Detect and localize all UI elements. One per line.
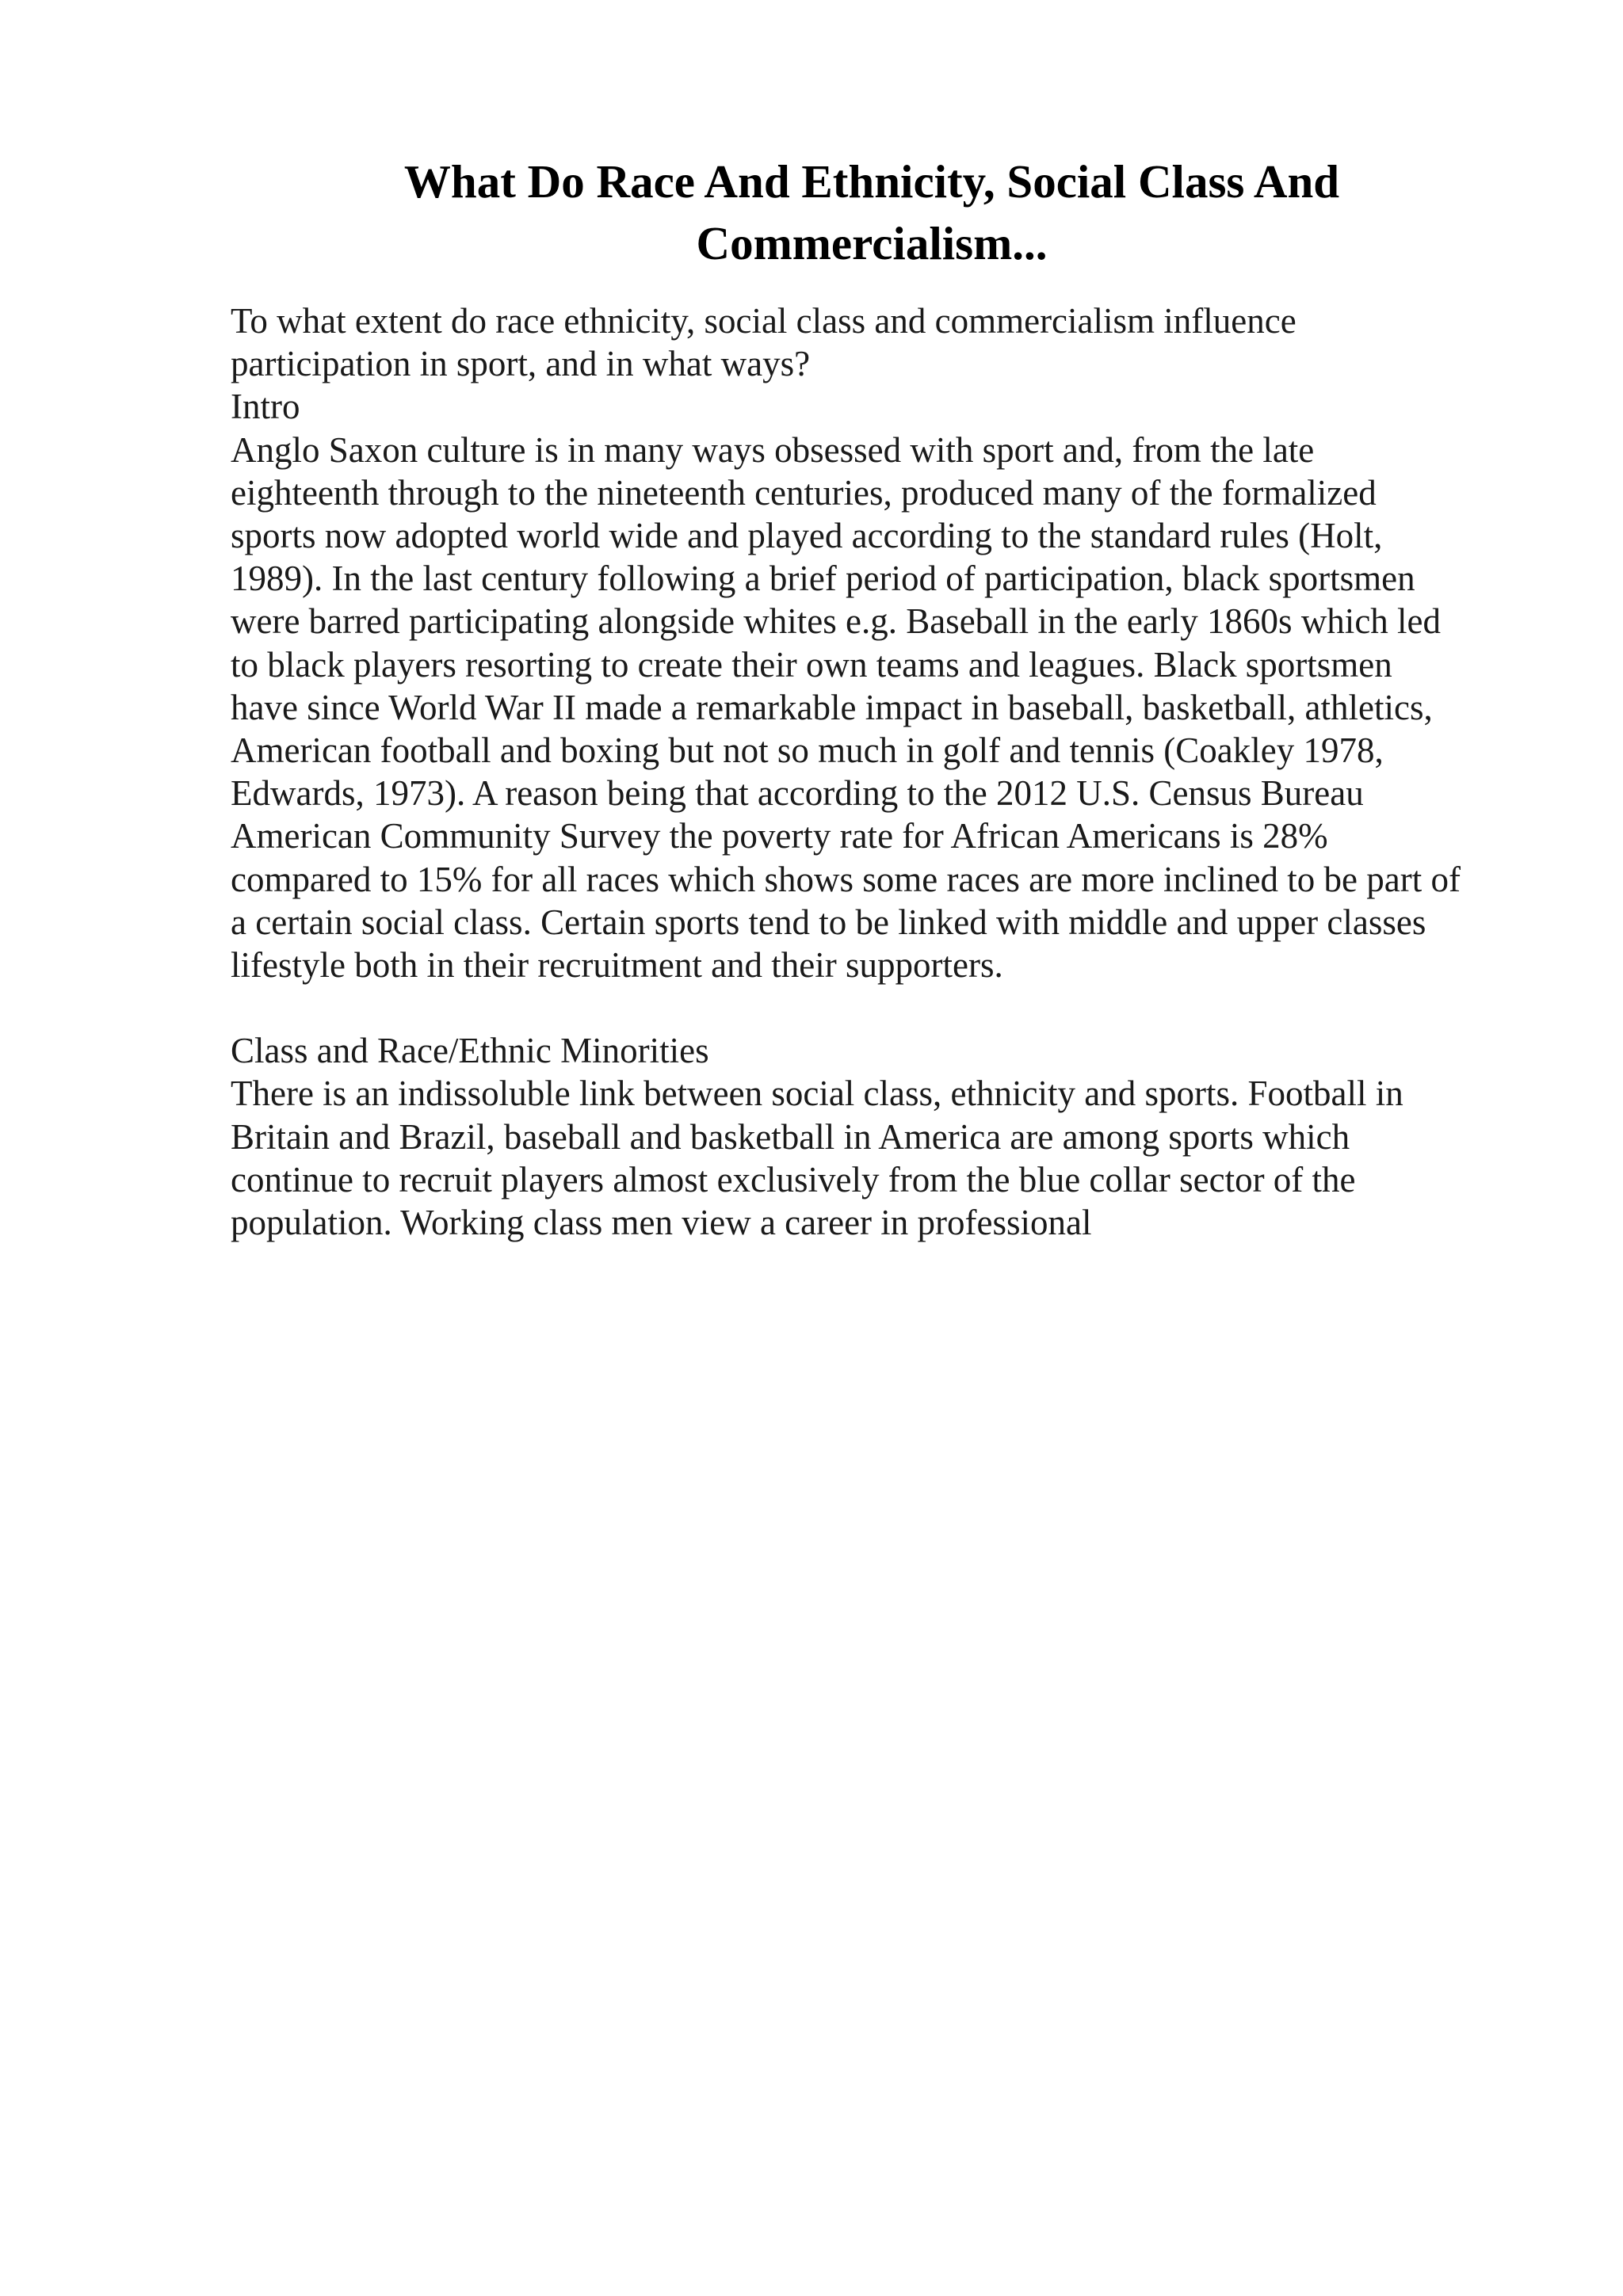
paragraph-spacer — [231, 986, 1467, 1029]
section-heading: Class and Race/Ethnic Minorities — [231, 1031, 709, 1071]
intro-paragraph: Anglo Saxon culture is in many ways obsessed with sport and, from the late eighteenth through to the nineteenth centuries, produced many of the formalized sports now adopted world wide and played according to the standard rules (Holt, 1989). In the last century following a brief period of participation, black sportsmen were barred participating alongside whites e.g. Baseball in the early 1860s which led to black players resorting to create their own teams and leagues. Black sportsmen have since World War II made a remarkable impact in baseball, basketball, athletics, American football and boxing but not so much in golf and tennis (Coakley 1978, Edwards, 1973). A reason being that according to the 2012 U.S. Census Bureau American Community Survey the poverty rate for African Americans is 28% compared to 15% for all races which shows some races are more inclined to be part of a certain social class. Certain sports tend to be linked with middle and upper classes lifestyle both in their recruitment and their supporters. — [231, 429, 1461, 986]
intro-heading: Intro — [231, 387, 300, 427]
document-body — [231, 299, 1467, 1244]
essay-question: To what extent do race ethnicity, social class and commercialism influence participation in sport, and in what ways? — [231, 301, 1296, 384]
document-title: What Do Race And Ethnicity, Social Class And Commercialism... — [403, 155, 1340, 269]
section-paragraph: There is an indissoluble link between social class, ethnicity and sports. Football in Britain and Brazil, baseball and basketball in America are among sports which continue to recruit players almost exclusively from the blue collar sector of the population. Working class men view a career in professional — [231, 1074, 1403, 1243]
